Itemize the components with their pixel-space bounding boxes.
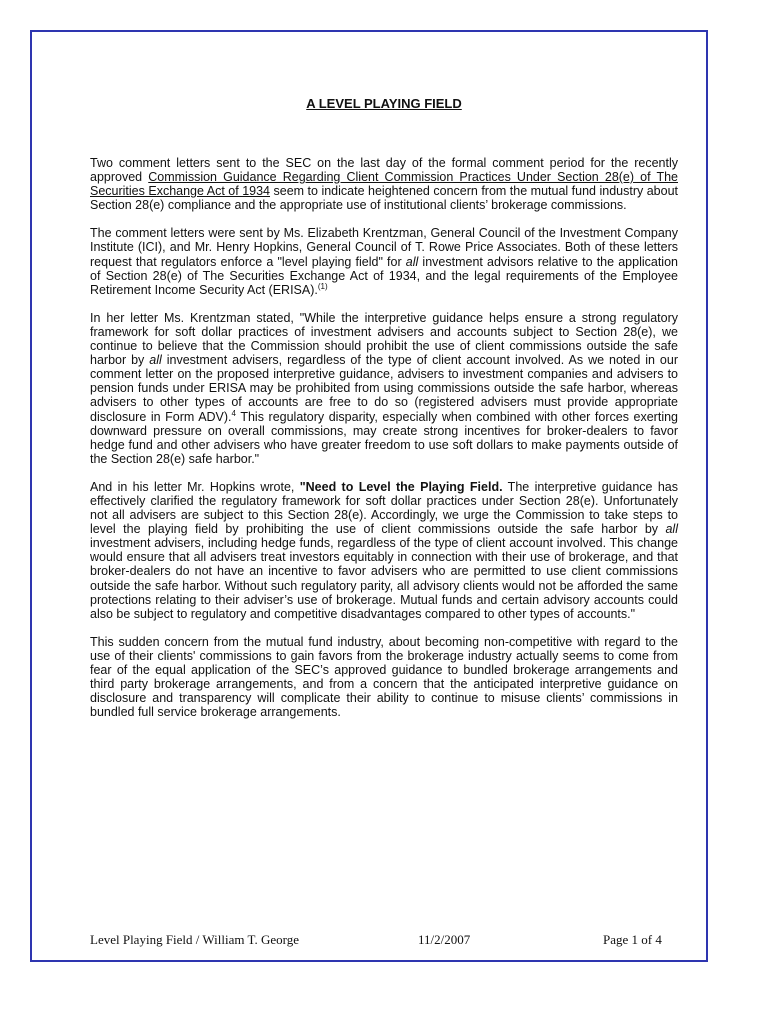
paragraph-5: This sudden concern from the mutual fund industry, about becoming non-competitive with regard to the use of their clients' commissions to gain favors from the brokerage industry actually seems to come from fear of the equal application of the SEC’s approved guidance to bundled brokerage arrangements and third party brokerage arrangements, and from a concern that the anticipated interpretive guidance on disclosure and transparency will complicate their ability to continue to misuse clients’ commissions in bundled full service brokerage arrangements. xyxy=(90,634,678,720)
document-body xyxy=(90,156,678,733)
p3-text-c: This regulatory disparity, especially when combined with other forces exerting downward pressure on overall commissions, may create strong incentives for broker-dealers to favor hedge fund and other advisers who have greater freedom to use soft dollars to make payments outside of the Section 28(e) safe harbor." xyxy=(90,409,679,466)
paragraph-2 xyxy=(90,226,678,296)
p4-text-c: investment advisers, including hedge funds, regardless of the type of client account involved. This change would ensure that all advisers treat investors equitably in connection with their use of brokerage, and that broker-dealers do not have an incentive to favor advisers who are permitted to use client commissions outside the safe harbor. Without such regulatory parity, all advisory clients would not be afforded the same protections relating to their adviser’s use of brokerage. Mutual funds and certain advisory accounts could also be subject to regulatory and competitive disadvantages compared to other types of accounts." xyxy=(90,536,678,621)
p4-emphasis: all xyxy=(665,522,678,537)
p4-text-a: And in his letter Mr. Hopkins wrote, xyxy=(90,479,300,494)
p3-text-a: In her letter Ms. Krentzman stated, "While the interpretive guidance helps ensure a strong regulatory framework for soft dollar practices of investment advisers and accounts subject to Section 28(e), we continue to believe that the Commission should prohibit the use of client commissions outside the safe harbor by xyxy=(90,310,678,368)
paragraph-1 xyxy=(90,156,678,212)
p4-text-b: The interpretive guidance has effectively clarified the regulatory framework for soft dollar practices under Section 28(e). Unfortunately not all advisers are subject to this Section 28(e). Accordingly, we urge the Commission to take steps to level the playing field by prohibiting the use of client commissions outside the safe harbor by xyxy=(90,479,678,537)
paragraph-3 xyxy=(90,311,678,466)
p2-emphasis: all xyxy=(405,254,419,269)
footer-date: 11/2/2007 xyxy=(418,932,471,947)
footer-page-number: Page 1 of 4 xyxy=(603,932,662,947)
guidance-link[interactable]: Commission Guidance Regarding Client Commission Practices Under Section 28(e) of The Securities Exchange Act of 1934 xyxy=(90,170,678,199)
p3-text-b: investment advisers, regardless of the type of client account involved. As we noted in our comment letter on the proposed interpretive guidance, advisers to investment companies and advisers to pension funds under ERISA may be prohibited from using commissions outside the safe harbor, whereas advisers to other types of accounts are free to do so (registered advisers must provide appropriate disclosure in Form ADV). xyxy=(90,353,678,424)
paragraph-4 xyxy=(90,480,678,621)
footer-author: Level Playing Field / William T. George xyxy=(90,932,300,947)
p2-text-a: The comment letters were sent by Ms. Elizabeth Krentzman, General Council of the Investment Company Institute (ICI), and Mr. Henry Hopkins, General Council of T. Rowe Price Associates. Both of these letters request that regulators enforce a "level playing field" for xyxy=(90,226,678,269)
p1-text-b: seem to indicate heightened concern from the mutual fund industry about Section 28(e) compliance and the appropriate use of institutional clients’ brokerage commissions. xyxy=(90,184,678,213)
footnote-ref-1: (1) xyxy=(317,281,328,291)
p2-text-b: investment advisors relative to the application of Section 28(e) of The Securities Exchange Act of 1934, and the legal requirements of the Employee Retirement Income Security Act (ERISA). xyxy=(90,254,678,297)
footnote-ref-4: 4 xyxy=(231,408,236,418)
p1-text-a: Two comment letters sent to the SEC on the last day of the formal comment period for the recently approved xyxy=(90,156,678,185)
p3-emphasis: all xyxy=(149,353,162,368)
document-title: A LEVEL PLAYING FIELD xyxy=(306,96,462,111)
p4-bold-quote: "Need to Level the Playing Field. xyxy=(299,479,503,494)
